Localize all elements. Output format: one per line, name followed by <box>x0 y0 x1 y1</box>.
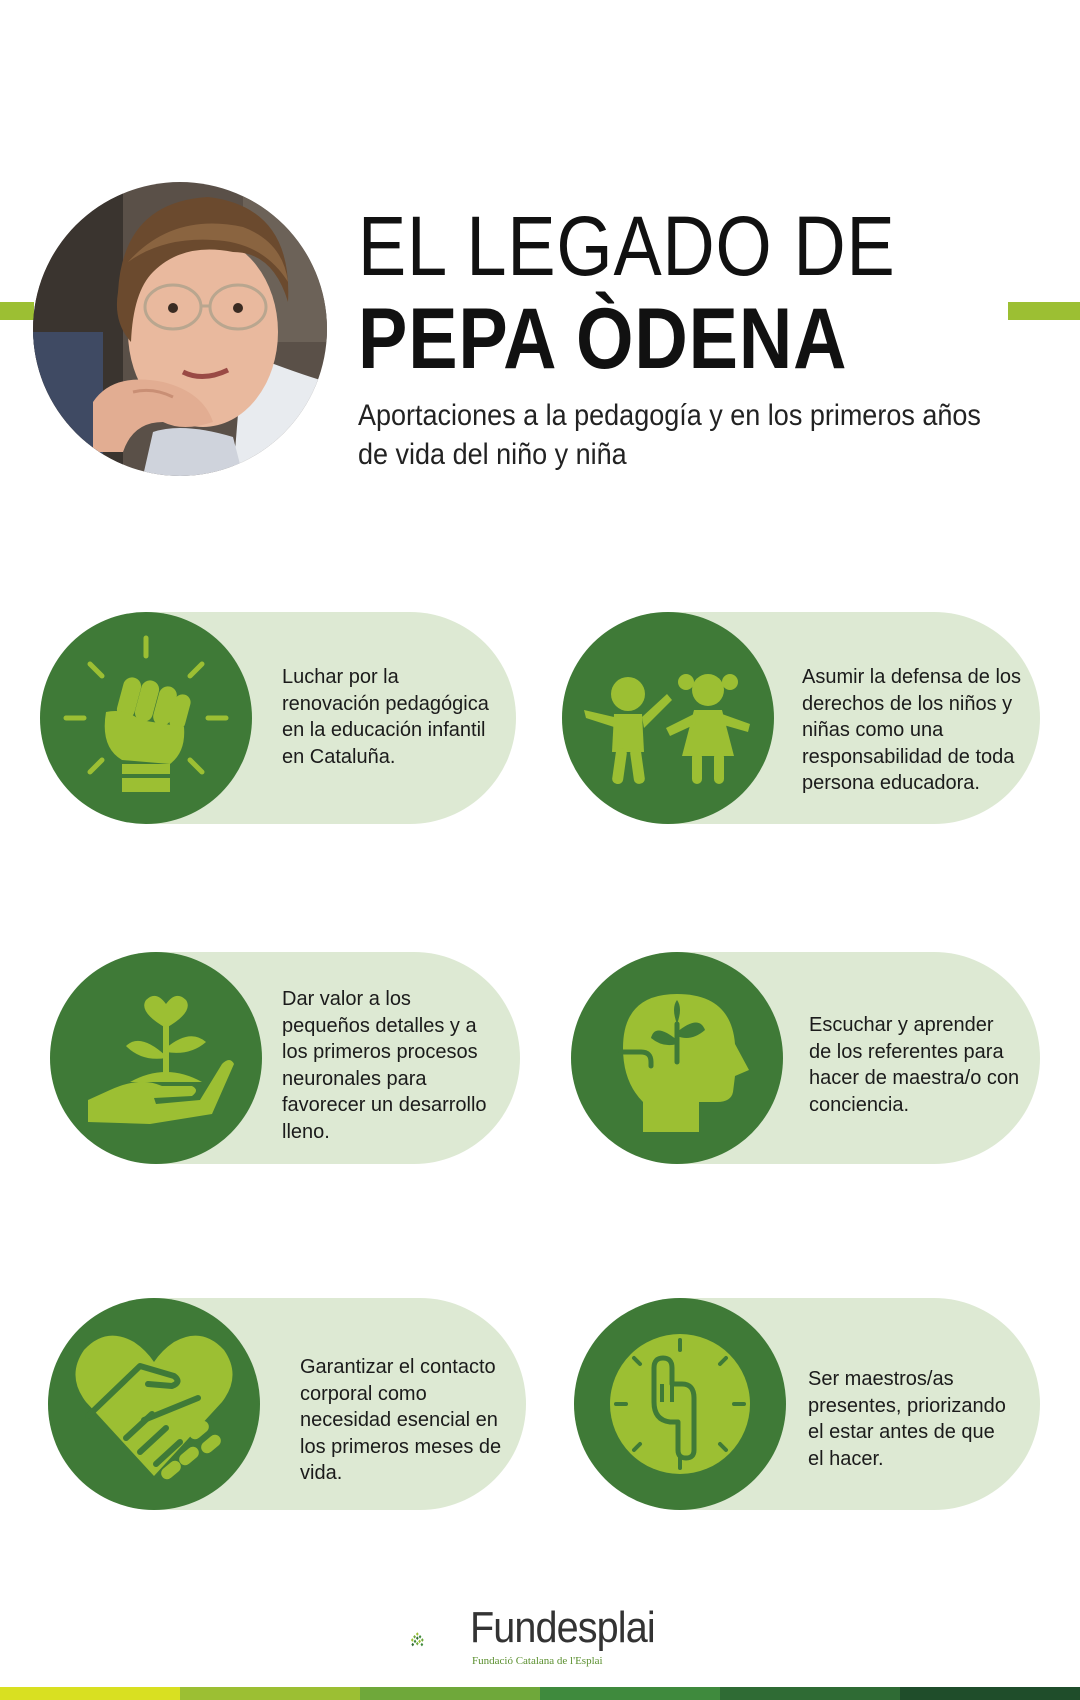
footer-color-bar <box>0 1687 1080 1700</box>
card-presentes <box>574 1298 1040 1510</box>
head-with-sprout-icon <box>571 952 783 1164</box>
card-icon-circle <box>50 952 262 1164</box>
logo-name: Fundesplai <box>470 1603 655 1652</box>
card-icon-circle <box>571 952 783 1164</box>
logo-tagline: Fundació Catalana de l'Esplai <box>472 1655 603 1667</box>
clock-hand-icon <box>574 1298 786 1510</box>
card-renovacion <box>40 612 516 824</box>
bar-segment <box>900 1687 1080 1700</box>
bar-segment <box>720 1687 900 1700</box>
card-text: Luchar por la renovación pedagógica en la educación infantil en Cataluña. <box>282 666 489 768</box>
bar-segment <box>360 1687 540 1700</box>
subtitle: Aportaciones a la pedagogía y en los primeros años de vida del niño y niña <box>358 399 981 471</box>
bar-segment <box>0 1687 180 1700</box>
handshake-heart-icon <box>48 1298 260 1510</box>
card-derechos <box>562 612 1040 824</box>
bar-segment <box>180 1687 360 1700</box>
card-icon-circle <box>574 1298 786 1510</box>
fundesplai-logo-icon <box>410 1604 474 1676</box>
card-icon-circle <box>562 612 774 824</box>
card-text: Ser maestros/as presentes, priorizando el estar antes de que el hacer. <box>808 1368 1006 1470</box>
card-text: Dar valor a los pequeños detalles y a los primeros procesos neuronales para favorecer un desarrollo lleno. <box>282 988 487 1143</box>
accent-line-right <box>1008 302 1080 320</box>
card-referentes <box>571 952 1040 1164</box>
raised-fist-icon <box>40 612 252 824</box>
accent-line-left <box>0 302 34 320</box>
card-detalles <box>50 952 520 1164</box>
card-contacto <box>48 1298 526 1510</box>
title-line-1: EL LEGADO DE <box>358 199 896 293</box>
card-icon-circle <box>48 1298 260 1510</box>
card-text: Escuchar y aprender de los referentes para hacer de maestra/o con conciencia. <box>809 1014 1020 1116</box>
card-icon-circle <box>40 612 252 824</box>
children-playing-icon <box>562 612 774 824</box>
bar-segment <box>540 1687 720 1700</box>
card-text: Asumir la defensa de los derechos de los niños y niñas como una responsabilidad de toda persona educadora. <box>802 666 1022 794</box>
portrait-photo <box>33 182 327 476</box>
title-line-2: PEPA ÒDENA <box>358 291 848 387</box>
card-text: Garantizar el contacto corporal como necesidad esencial en los primeros meses de vida. <box>300 1356 502 1484</box>
hand-with-plant-icon <box>50 952 262 1164</box>
